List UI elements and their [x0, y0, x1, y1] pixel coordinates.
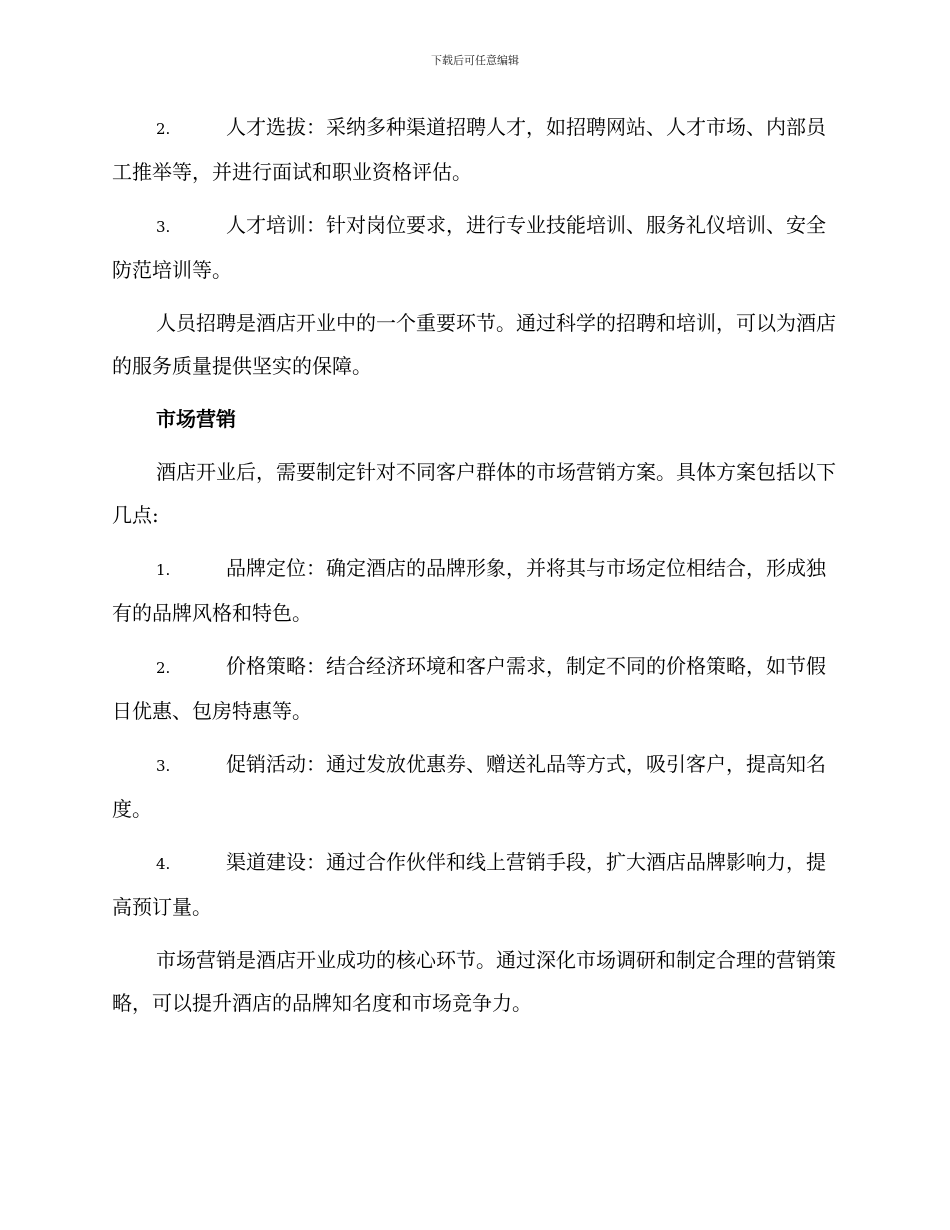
list-item-number: 3.	[156, 757, 171, 775]
list-item-channel-building	[112, 841, 837, 929]
list-item-text: 人才培训：针对岗位要求，进行专业技能培训、服务礼仪培训、安全防范培训等。	[112, 213, 826, 282]
list-item-text: 价格策略：结合经济环境和客户需求，制定不同的价格策略，如节假日优惠、包房特惠等。	[112, 654, 826, 723]
list-item-number: 1.	[156, 561, 171, 579]
recruitment-summary-paragraph: 人员招聘是酒店开业中的一个重要环节。通过科学的招聘和培训，可以为酒店的服务质量提供坚实的保障。	[112, 311, 836, 378]
list-item-text: 促销活动：通过发放优惠券、赠送礼品等方式，吸引客户，提高知名度。	[112, 752, 826, 821]
list-item-number: 2.	[156, 659, 171, 677]
list-item-price-strategy	[112, 645, 837, 733]
marketing-intro-paragraph: 酒店开业后，需要制定针对不同客户群体的市场营销方案。具体方案包括以下几点:	[112, 460, 836, 527]
list-item-talent-selection	[112, 106, 837, 194]
list-item-text: 品牌定位：确定酒店的品牌形象，并将其与市场定位相结合，形成独有的品牌风格和特色。	[112, 556, 826, 625]
list-item-text: 渠道建设：通过合作伙伴和线上营销手段，扩大酒店品牌影响力，提高预订量。	[112, 850, 826, 919]
page-header: 下载后可任意编辑	[431, 54, 519, 67]
page-content	[112, 106, 837, 1035]
list-item-number: 2.	[156, 120, 171, 138]
list-item-number: 3.	[156, 218, 171, 236]
list-item-text: 人才选拔：采纳多种渠道招聘人才，如招聘网站、人才市场、内部员工推举等，并进行面试和职业资格评估。	[112, 115, 826, 184]
list-item-number: 4.	[156, 855, 171, 873]
list-item-talent-training	[112, 204, 837, 292]
list-item-promotion	[112, 743, 837, 831]
list-item-brand-positioning	[112, 547, 837, 635]
section-heading-marketing: 市场营销	[156, 407, 236, 431]
marketing-summary-paragraph: 市场营销是酒店开业成功的核心环节。通过深化市场调研和制定合理的营销策略，可以提升酒店的品牌知名度和市场竞争力。	[112, 948, 836, 1015]
